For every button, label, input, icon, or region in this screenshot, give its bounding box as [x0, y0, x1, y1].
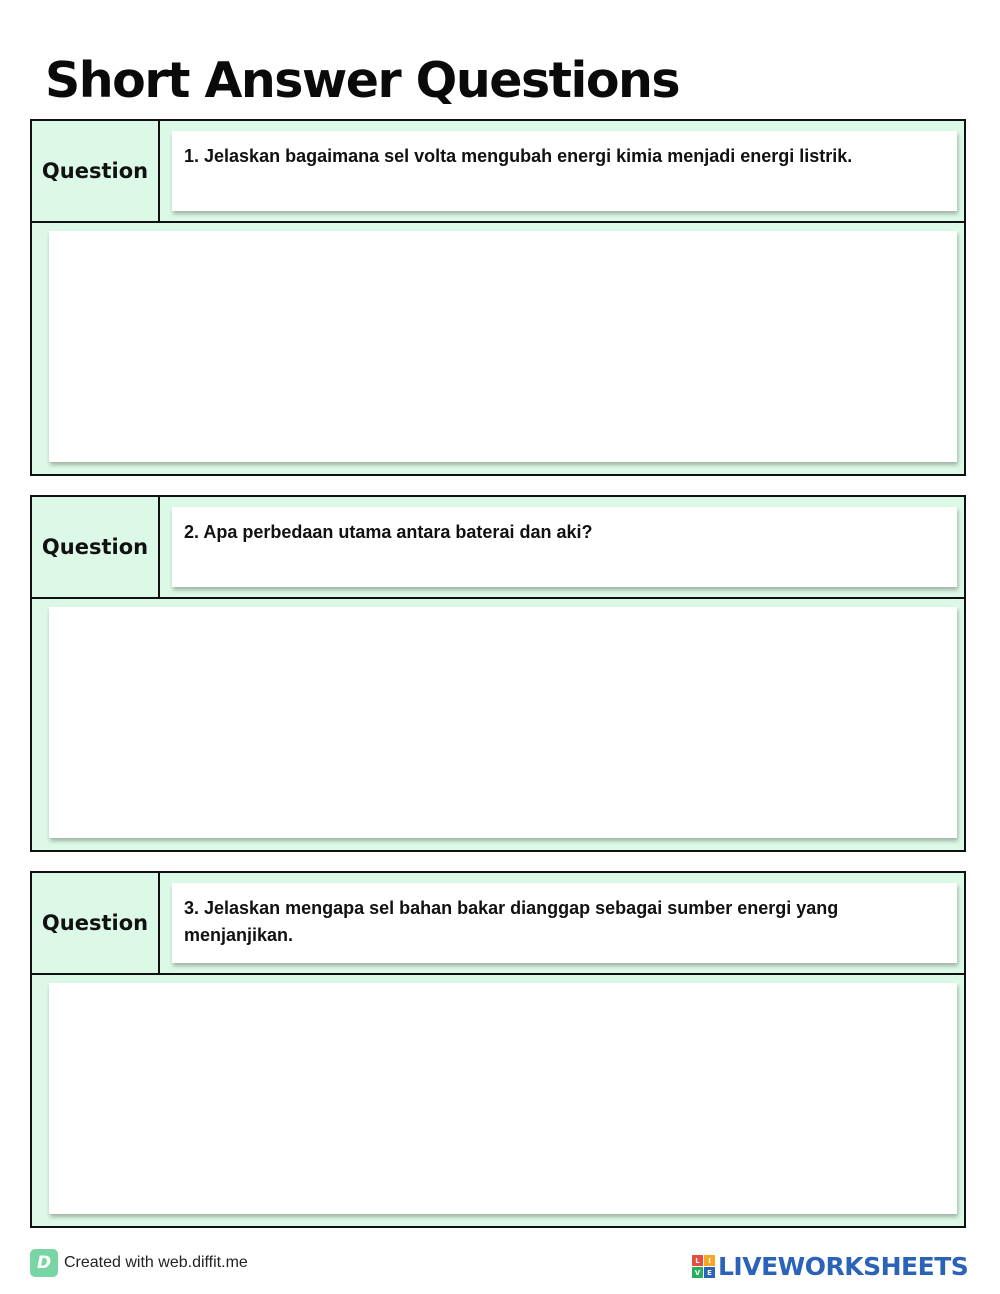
- page-title: Short Answer Questions: [45, 52, 680, 109]
- answer-box-2[interactable]: [49, 607, 957, 838]
- question-block-1: [30, 119, 966, 476]
- logo-tile: I: [704, 1255, 715, 1266]
- liveworksheets-logo-icon: [692, 1255, 715, 1278]
- question-label: Question: [32, 873, 160, 973]
- logo-tile: L: [692, 1255, 703, 1266]
- diffit-credit: [30, 1249, 248, 1277]
- question-header: [32, 873, 964, 975]
- credit-text: Created with web.diffit.me: [64, 1254, 248, 1271]
- logo-tile: V: [692, 1267, 703, 1278]
- question-label: Question: [32, 497, 160, 597]
- diffit-logo-icon: D: [30, 1249, 58, 1277]
- question-block-2: [30, 495, 966, 852]
- question-header: [32, 121, 964, 223]
- brand-text: LIVEWORKSHEETS: [718, 1252, 969, 1281]
- liveworksheets-brand: [692, 1252, 968, 1281]
- question-text: 1. Jelaskan bagaimana sel volta mengubah energi kimia menjadi energi listrik.: [172, 131, 957, 211]
- question-header: [32, 497, 964, 599]
- answer-box-3[interactable]: [49, 983, 957, 1214]
- answer-box-1[interactable]: [49, 231, 957, 462]
- question-label: Question: [32, 121, 160, 221]
- question-text: 3. Jelaskan mengapa sel bahan bakar dianggap sebagai sumber energi yang menjanjikan.: [172, 883, 957, 963]
- question-block-3: [30, 871, 966, 1228]
- question-text: 2. Apa perbedaan utama antara baterai dan aki?: [172, 507, 957, 587]
- logo-tile: E: [704, 1267, 715, 1278]
